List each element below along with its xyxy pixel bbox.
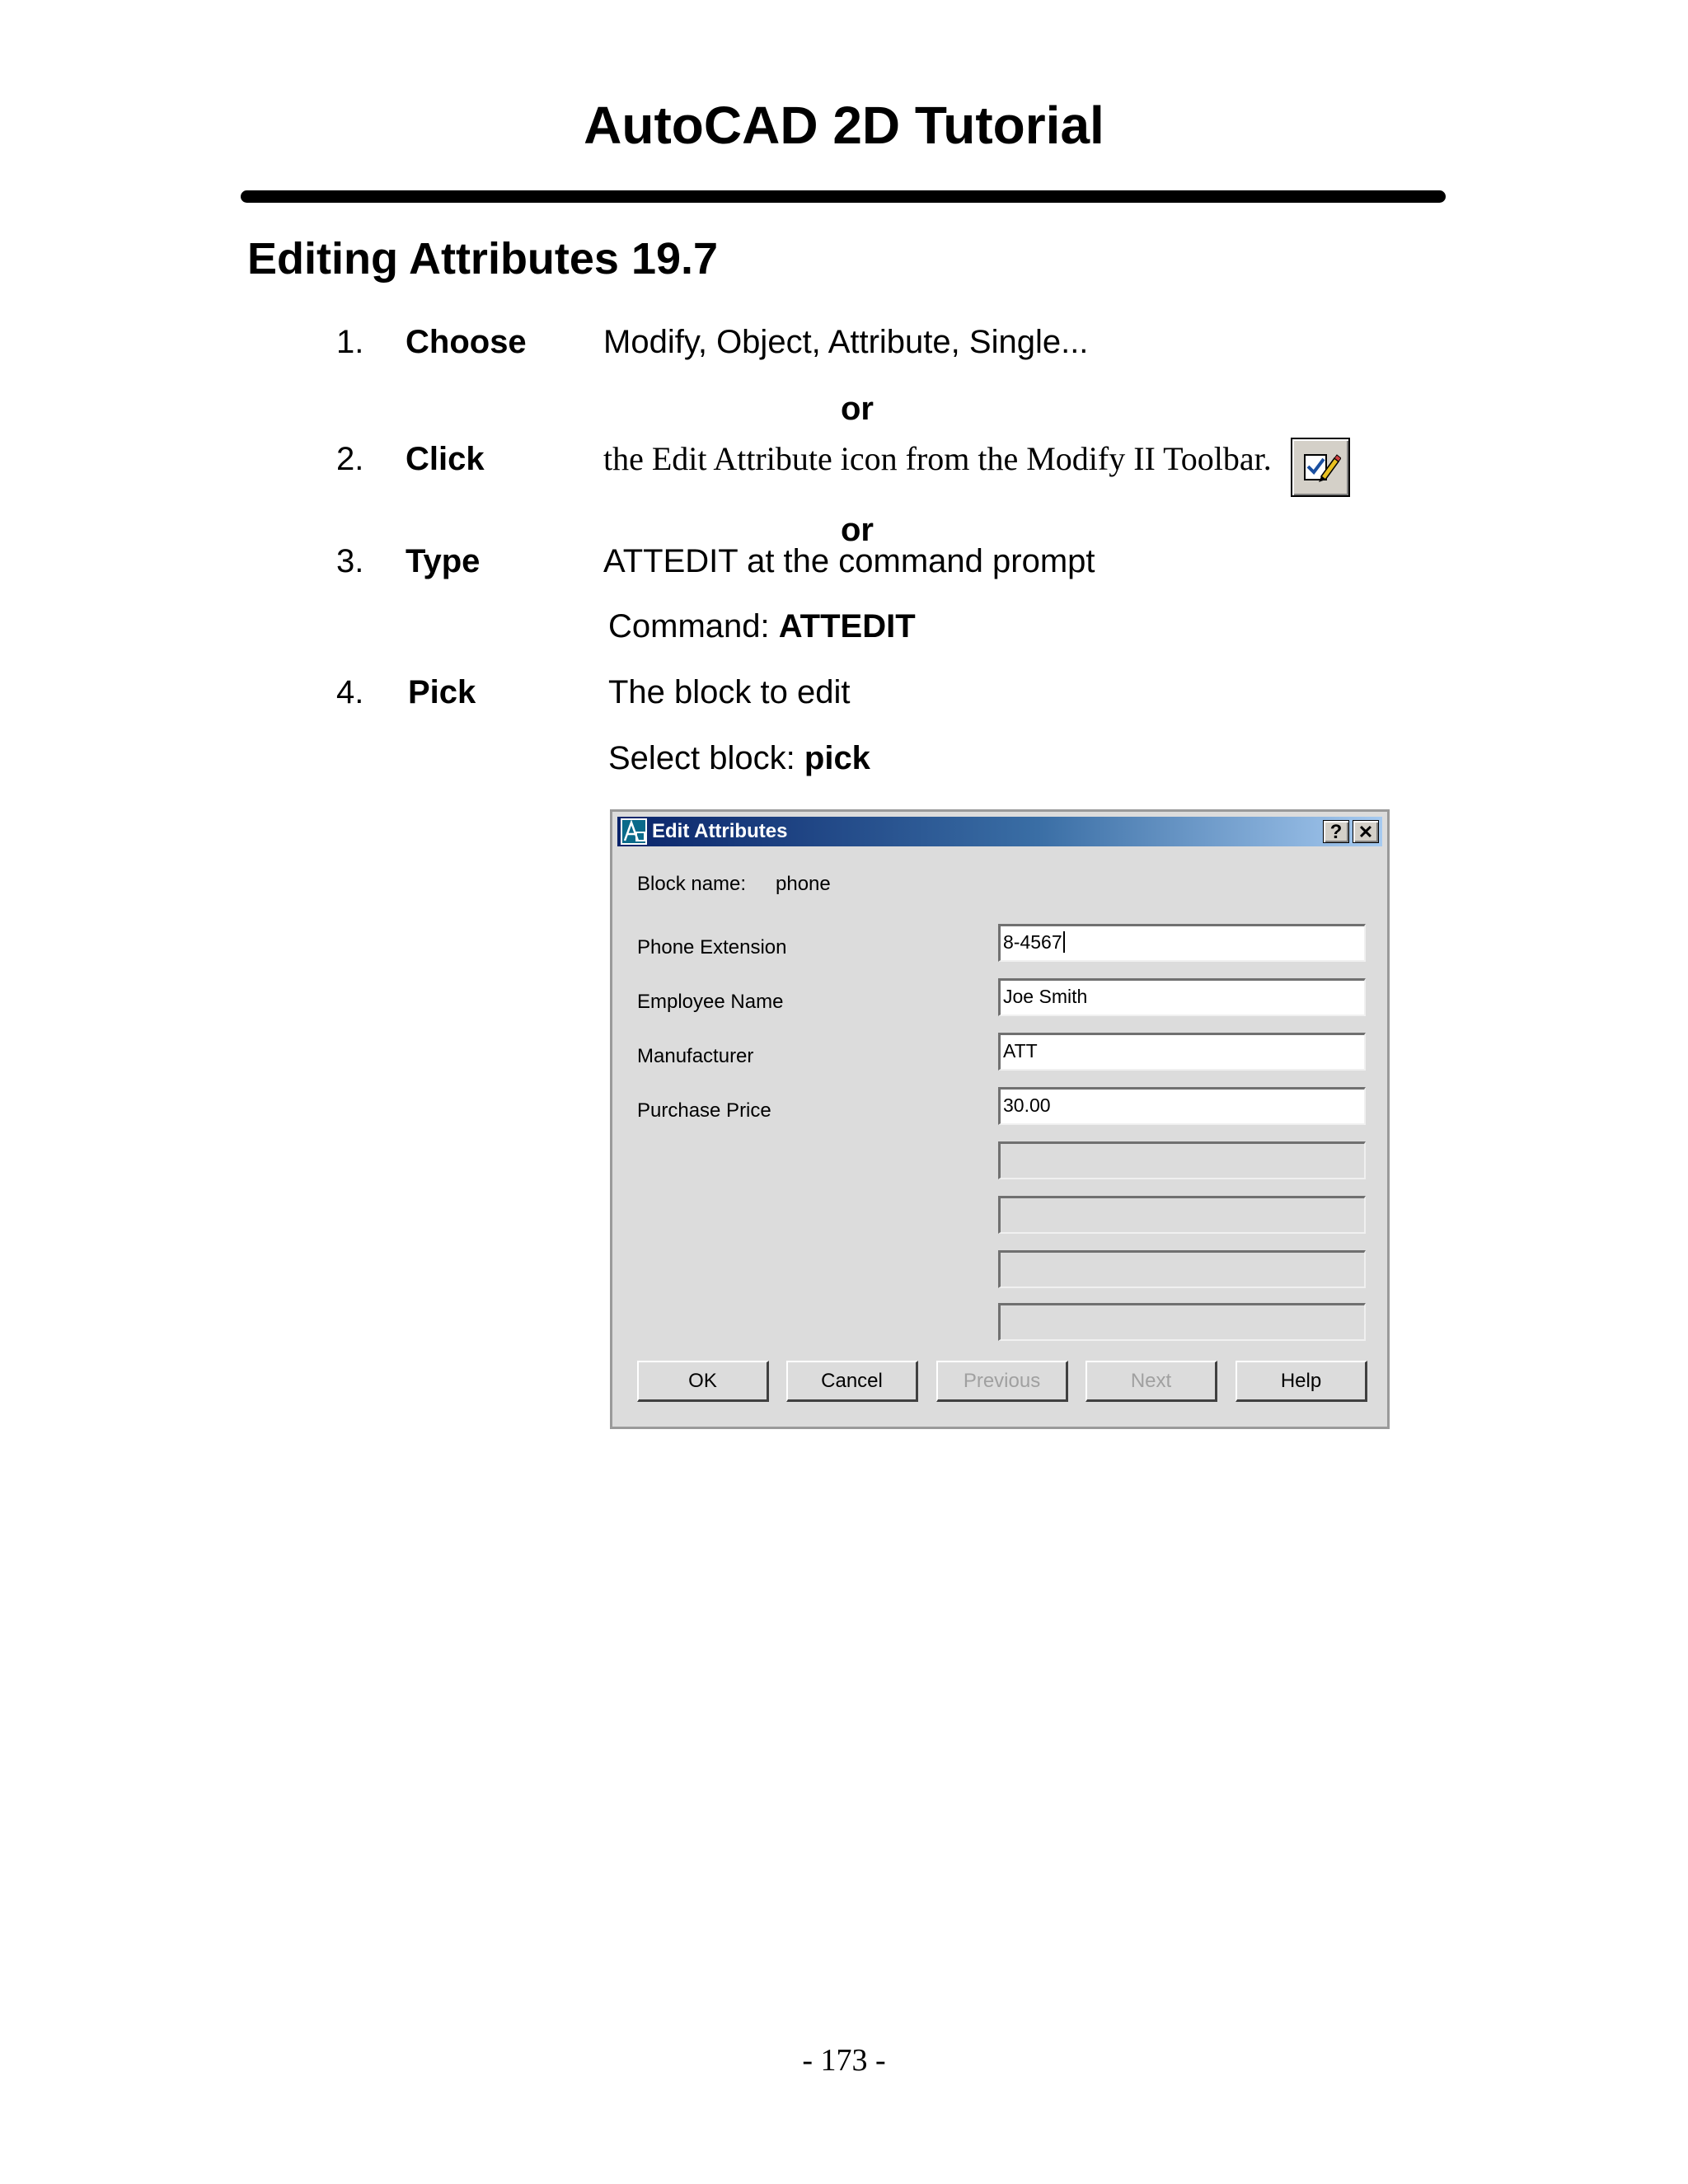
help-button[interactable]: Help <box>1236 1361 1367 1402</box>
close-button[interactable]: ✕ <box>1353 820 1379 843</box>
empty-attribute-field-7 <box>998 1250 1366 1288</box>
help-title-button[interactable]: ? <box>1323 820 1349 843</box>
edit-attributes-dialog <box>610 809 1390 1429</box>
title-divider <box>241 190 1446 203</box>
cancel-button[interactable]: Cancel <box>786 1361 918 1402</box>
command-prompt-command: ATTEDIT <box>778 608 916 644</box>
attribute-label-employee-name: Employee Name <box>637 991 784 1013</box>
edit-attribute-icon[interactable] <box>1291 438 1350 497</box>
purchase-price-value: 30.00 <box>1003 1094 1051 1116</box>
attribute-label-purchase-price: Purchase Price <box>637 1099 771 1122</box>
select-block-value: pick <box>804 740 870 776</box>
dialog-title: Edit Attributes <box>652 820 788 842</box>
step-1-number: 1. <box>336 324 364 360</box>
step-4-text: The block to edit <box>608 674 851 710</box>
phone-extension-value: 8-4567 <box>1003 931 1062 953</box>
section-heading: Editing Attributes 19.7 <box>247 234 719 284</box>
or-separator-2: or <box>841 512 874 548</box>
text-cursor <box>1063 931 1065 953</box>
purchase-price-field[interactable] <box>998 1087 1366 1125</box>
select-block-prefix: Select block: <box>608 740 804 776</box>
command-prompt-prefix: Command: <box>608 608 779 644</box>
employee-name-value: Joe Smith <box>1003 986 1088 1007</box>
dialog-titlebar[interactable] <box>617 817 1382 846</box>
empty-attribute-field-6 <box>998 1196 1366 1234</box>
step-1-text: Modify, Object, Attribute, Single... <box>603 324 1089 360</box>
next-button: Next <box>1085 1361 1217 1402</box>
empty-attribute-field-5 <box>998 1141 1366 1179</box>
command-prompt <box>608 606 916 647</box>
manufacturer-value: ATT <box>1003 1040 1038 1062</box>
step-3-number: 3. <box>336 543 364 579</box>
autocad-app-icon <box>621 818 647 845</box>
attribute-label-phone-extension: Phone Extension <box>637 936 787 958</box>
step-2-number: 2. <box>336 441 364 477</box>
manufacturer-field[interactable] <box>998 1033 1366 1071</box>
block-name-value: phone <box>776 873 831 895</box>
employee-name-field[interactable] <box>998 978 1366 1016</box>
page-number: - 173 - <box>802 2043 886 2078</box>
attribute-label-manufacturer: Manufacturer <box>637 1045 754 1067</box>
edit-attribute-glyph-icon <box>1300 447 1341 488</box>
document-title: AutoCAD 2D Tutorial <box>584 96 1104 155</box>
or-separator-1: or <box>841 391 874 427</box>
phone-extension-field[interactable] <box>998 924 1366 962</box>
step-2-text: the Edit Attribute icon from the Modify II Toolbar. <box>603 440 1272 477</box>
step-4-verb: Pick <box>408 674 476 710</box>
block-name-label: Block name: <box>637 873 747 895</box>
empty-attribute-field-8 <box>998 1303 1366 1341</box>
step-1-verb: Choose <box>406 324 527 360</box>
select-block-prompt <box>608 738 870 779</box>
step-2-verb: Click <box>406 441 485 477</box>
previous-button: Previous <box>936 1361 1068 1402</box>
step-3-text: ATTEDIT at the command prompt <box>603 543 1095 579</box>
step-3-verb: Type <box>406 543 481 579</box>
step-4-number: 4. <box>336 674 364 710</box>
ok-button[interactable]: OK <box>637 1361 769 1402</box>
